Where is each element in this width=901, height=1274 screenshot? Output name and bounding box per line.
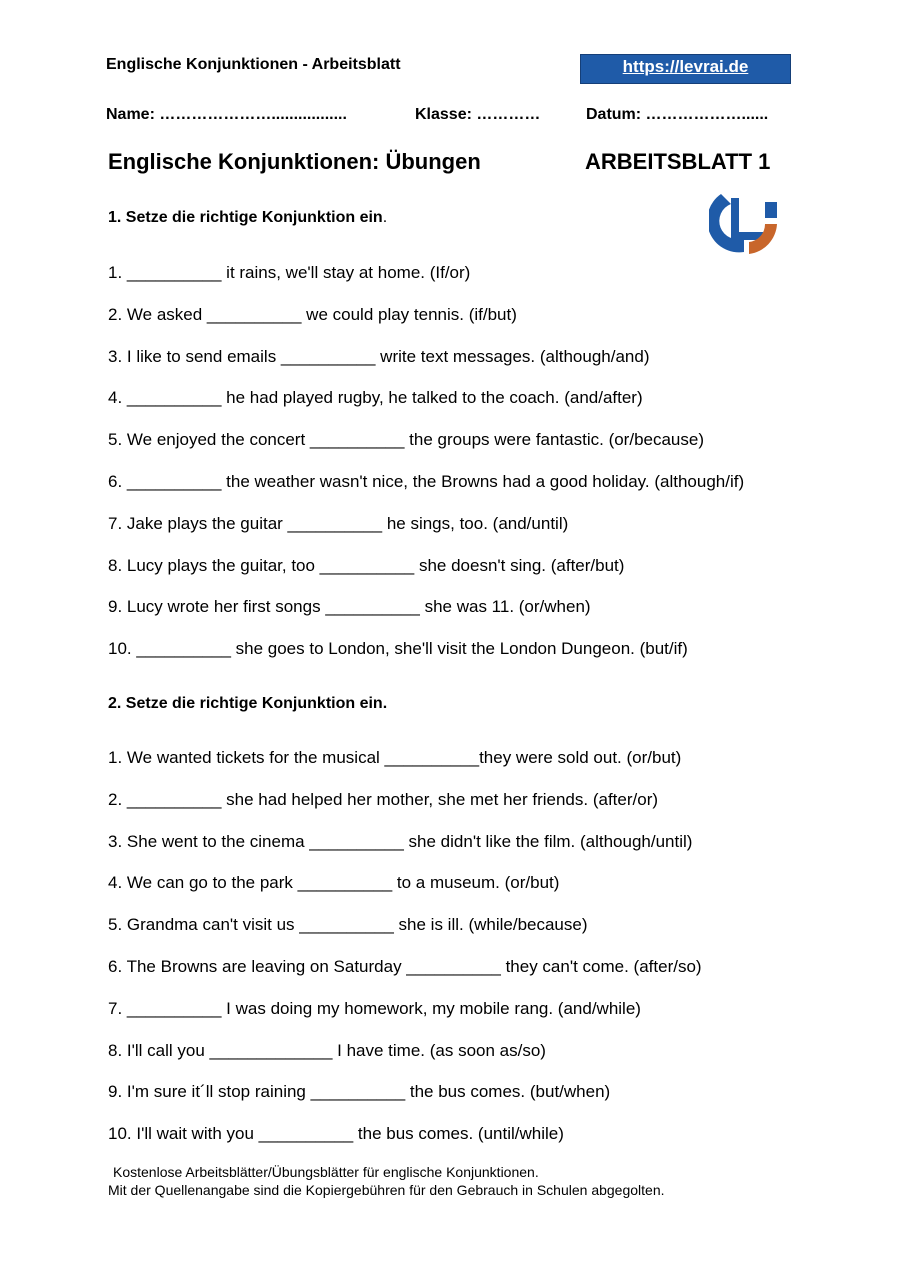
exercise-item: 4. We can go to the park __________ to a museum. (or/but): [108, 873, 560, 892]
worksheet-header-title: Englische Konjunktionen - Arbeitsblatt: [106, 56, 401, 73]
section-1-heading: 1. Setze die richtige Konjunktion ein.: [108, 209, 388, 226]
logo-blue-bar: [731, 198, 763, 240]
exercise-item: 8. I'll call you _____________ I have time. (as soon as/so): [108, 1041, 546, 1060]
exercise-item: 8. Lucy plays the guitar, too __________ she doesn't sing. (after/but): [108, 556, 625, 575]
footer-note: [108, 1163, 665, 1199]
footer-line-2: Mit der Quellenangabe sind die Kopiergebühren für den Gebrauch in Schulen abgegolten.: [108, 1182, 665, 1198]
class-field: Klasse: …………: [415, 106, 541, 123]
exercise-item: 10. __________ she goes to London, she'll visit the London Dungeon. (but/if): [108, 639, 688, 658]
exercise-item: 5. We enjoyed the concert __________ the groups were fantastic. (or/because): [108, 430, 705, 449]
name-field: Name: ………………….................: [106, 106, 347, 123]
exercise-item: 6. __________ the weather wasn't nice, the Browns had a good holiday. (although/if): [108, 472, 745, 491]
exercise-item: 1. __________ it rains, we'll stay at home. (If/or): [108, 263, 471, 282]
worksheet-number: ARBEITSBLATT 1: [585, 149, 771, 174]
exercise-item: 2. We asked __________ we could play tennis. (if/but): [108, 305, 517, 324]
exercise-item: 4. __________ he had played rugby, he talked to the coach. (and/after): [108, 388, 643, 407]
exercise-item: 1. We wanted tickets for the musical __________they were sold out. (or/but): [108, 748, 682, 767]
page-title: Englische Konjunktionen: Übungen: [108, 149, 481, 174]
exercise-item: 9. I'm sure it´ll stop raining __________ the bus comes. (but/when): [108, 1082, 611, 1101]
exercise-item: 5. Grandma can't visit us __________ she is ill. (while/because): [108, 915, 588, 934]
section-2-heading: 2. Setze die richtige Konjunktion ein.: [108, 695, 388, 712]
exercise-item: 10. I'll wait with you __________ the bus comes. (until/while): [108, 1124, 564, 1143]
logo-blue-square: [765, 202, 777, 218]
exercise-item: 7. __________ I was doing my homework, my mobile rang. (and/while): [108, 999, 641, 1018]
exercise-item: 9. Lucy wrote her first songs __________ she was 11. (or/when): [108, 597, 591, 616]
exercise-item: 3. I like to send emails __________ write text messages. (although/and): [108, 347, 650, 366]
levrai-logo-icon: [709, 190, 779, 256]
footer-line-1: Kostenlose Arbeitsblätter/Übungsblätter für englische Konjunktionen.: [113, 1164, 539, 1180]
website-link[interactable]: https://levrai.de: [580, 54, 791, 84]
exercise-item: 6. The Browns are leaving on Saturday __________ they can't come. (after/so): [108, 957, 702, 976]
date-field: Datum: ………………......: [586, 106, 769, 123]
exercise-item: 2. __________ she had helped her mother, she met her friends. (after/or): [108, 790, 659, 809]
exercise-item: 7. Jake plays the guitar __________ he sings, too. (and/until): [108, 514, 569, 533]
exercise-item: 3. She went to the cinema __________ she didn't like the film. (although/until): [108, 832, 693, 851]
